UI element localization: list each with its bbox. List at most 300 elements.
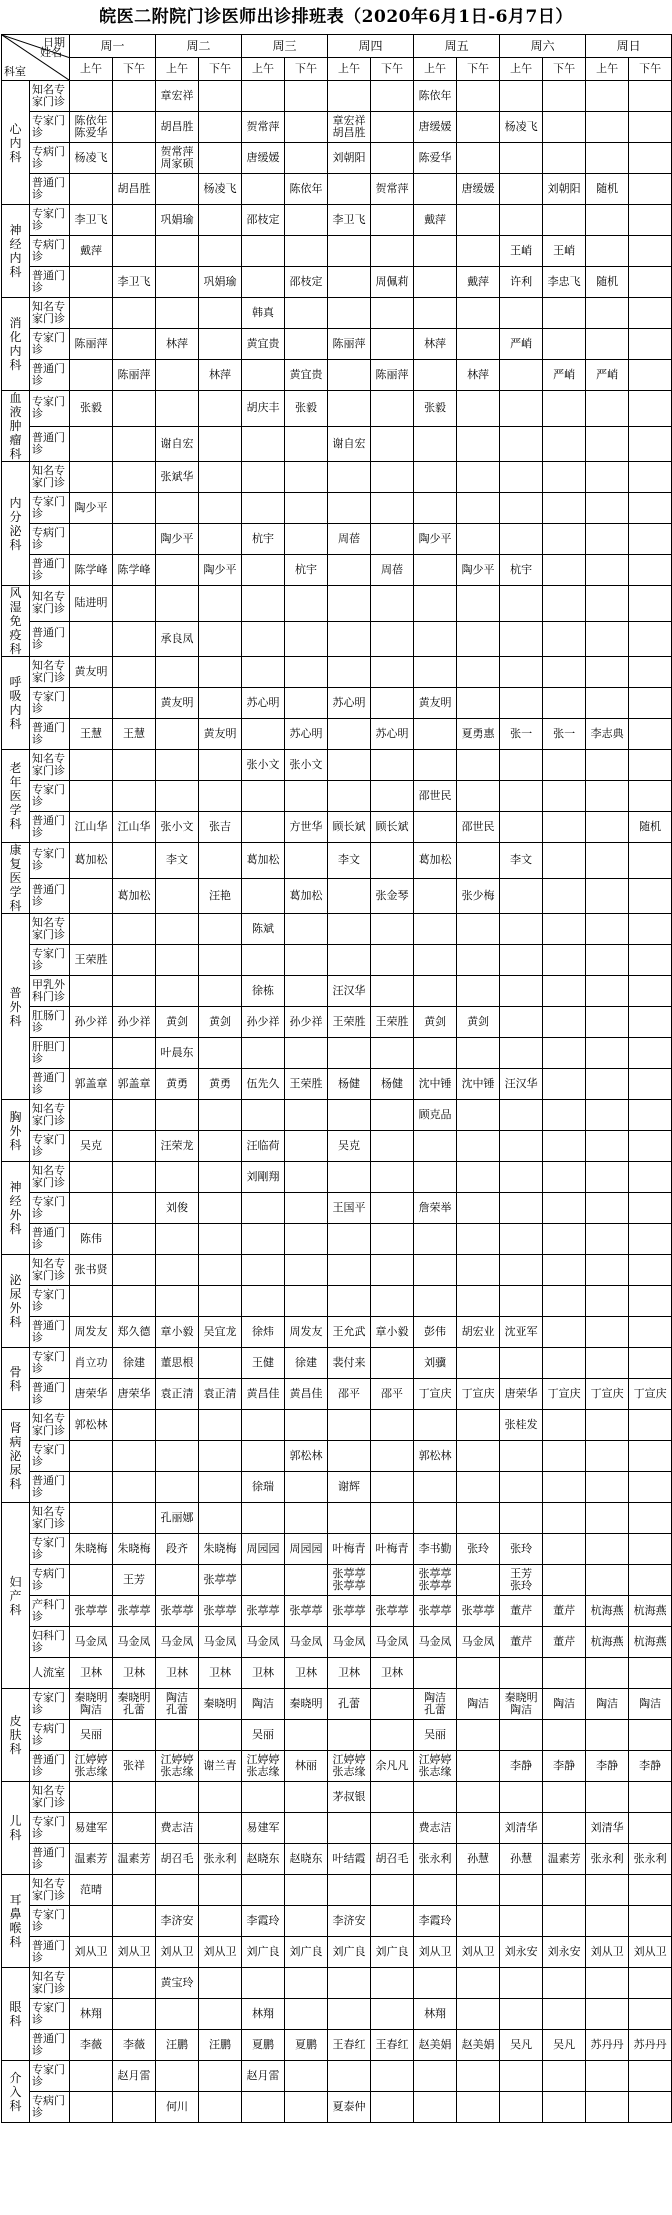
table-row xyxy=(2,1069,672,1100)
doctor-cell: 王荣胜 xyxy=(70,945,113,976)
doctor-cell: 沈中锤 xyxy=(414,1069,457,1100)
department-cell: 介入科 xyxy=(2,2061,30,2123)
doctor-cell xyxy=(586,205,629,236)
am-header: 上午 xyxy=(328,58,371,81)
doctor-cell: 苏心明 xyxy=(242,688,285,719)
doctor-cell: 王芳 张玲 xyxy=(500,1565,543,1596)
doctor-cell: 孙少祥 xyxy=(113,1007,156,1038)
doctor-cell xyxy=(629,914,672,945)
doctor-cell xyxy=(328,1410,371,1441)
table-row xyxy=(2,914,672,945)
doctor-cell xyxy=(629,493,672,524)
doctor-cell xyxy=(285,1999,328,2030)
doctor-cell: 马金凤 xyxy=(457,1627,500,1658)
doctor-cell xyxy=(199,750,242,781)
doctor-cell: 邵枝定 xyxy=(242,205,285,236)
doctor-cell xyxy=(414,719,457,750)
doctor-cell: 王峭 xyxy=(543,236,586,267)
doctor-cell xyxy=(543,493,586,524)
doctor-cell xyxy=(500,1193,543,1224)
doctor-cell xyxy=(500,205,543,236)
doctor-cell xyxy=(543,1317,586,1348)
doctor-cell xyxy=(156,1999,199,2030)
doctor-cell xyxy=(285,586,328,622)
doctor-cell xyxy=(586,1193,629,1224)
doctor-cell xyxy=(199,1503,242,1534)
doctor-cell xyxy=(457,1658,500,1689)
doctor-cell xyxy=(629,174,672,205)
doctor-cell xyxy=(543,1162,586,1193)
department-cell: 皮肤科 xyxy=(2,1689,30,1782)
doctor-cell xyxy=(242,1224,285,1255)
doctor-cell xyxy=(629,1875,672,1906)
doctor-cell: 胡召毛 xyxy=(371,1844,414,1875)
doctor-cell xyxy=(70,2092,113,2123)
doctor-cell: 陈依年 陈爱华 xyxy=(70,112,113,143)
clinic-type-cell: 知名专家门诊 xyxy=(30,1782,70,1813)
doctor-cell xyxy=(629,1286,672,1317)
table-row xyxy=(2,1038,672,1069)
doctor-cell: 周发友 xyxy=(285,1317,328,1348)
clinic-type-cell: 普通门诊 xyxy=(30,174,70,205)
doctor-cell xyxy=(500,174,543,205)
doctor-cell xyxy=(199,205,242,236)
doctor-cell xyxy=(500,621,543,657)
doctor-cell xyxy=(543,1069,586,1100)
doctor-cell: 沈中锤 xyxy=(457,1069,500,1100)
doctor-cell: 吴凡 xyxy=(500,2030,543,2061)
doctor-cell: 江婷婷 张志缘 xyxy=(242,1751,285,1782)
doctor-cell xyxy=(156,267,199,298)
doctor-cell: 张书贤 xyxy=(70,1255,113,1286)
doctor-cell xyxy=(70,1286,113,1317)
doctor-cell: 江山华 xyxy=(113,812,156,843)
doctor-cell xyxy=(414,360,457,391)
doctor-cell xyxy=(414,657,457,688)
department-cell: 老年医学科 xyxy=(2,750,30,843)
doctor-cell xyxy=(199,1472,242,1503)
doctor-cell xyxy=(328,298,371,329)
doctor-cell xyxy=(586,1255,629,1286)
doctor-cell: 章宏祥 xyxy=(156,81,199,112)
doctor-cell xyxy=(457,1348,500,1379)
doctor-cell xyxy=(285,657,328,688)
doctor-cell: 吴丽 xyxy=(242,1720,285,1751)
doctor-cell: 承良凤 xyxy=(156,621,199,657)
doctor-cell xyxy=(156,298,199,329)
doctor-cell xyxy=(500,298,543,329)
doctor-cell: 黄剑 xyxy=(156,1007,199,1038)
doctor-cell: 王允武 xyxy=(328,1317,371,1348)
doctor-cell xyxy=(242,174,285,205)
doctor-cell xyxy=(199,1286,242,1317)
doctor-cell: 刘骥 xyxy=(414,1348,457,1379)
doctor-cell xyxy=(414,462,457,493)
doctor-cell: 刘从卫 xyxy=(629,1937,672,1968)
doctor-cell: 汪艳 xyxy=(199,878,242,914)
doctor-cell xyxy=(543,1100,586,1131)
doctor-cell: 陈爱华 xyxy=(414,143,457,174)
doctor-cell xyxy=(543,298,586,329)
doctor-cell: 卫林 xyxy=(156,1658,199,1689)
doctor-cell xyxy=(285,1565,328,1596)
doctor-cell xyxy=(457,781,500,812)
clinic-type-cell: 普通门诊 xyxy=(30,267,70,298)
doctor-cell xyxy=(500,143,543,174)
doctor-cell xyxy=(543,205,586,236)
doctor-cell: 江婷婷 张志缘 xyxy=(328,1751,371,1782)
doctor-cell xyxy=(457,688,500,719)
doctor-cell: 夏勇惠 xyxy=(457,719,500,750)
doctor-cell: 陶洁 孔蕾 xyxy=(156,1689,199,1720)
doctor-cell xyxy=(328,2061,371,2092)
doctor-cell: 谢自宏 xyxy=(156,426,199,462)
doctor-cell xyxy=(500,781,543,812)
doctor-cell xyxy=(586,1906,629,1937)
doctor-cell: 王国平 xyxy=(328,1193,371,1224)
doctor-cell xyxy=(371,1286,414,1317)
doctor-cell: 王荣胜 xyxy=(328,1007,371,1038)
doctor-cell xyxy=(457,391,500,427)
doctor-cell xyxy=(199,657,242,688)
doctor-cell xyxy=(543,1007,586,1038)
doctor-cell xyxy=(371,750,414,781)
table-row xyxy=(2,812,672,843)
department-cell: 泌尿外科 xyxy=(2,1255,30,1348)
doctor-cell: 杭宇 xyxy=(285,555,328,586)
doctor-cell: 江山华 xyxy=(70,812,113,843)
doctor-cell: 刘广良 xyxy=(371,1937,414,1968)
table-row xyxy=(2,1937,672,1968)
doctor-cell xyxy=(457,1813,500,1844)
doctor-cell: 卫林 xyxy=(285,1658,328,1689)
doctor-cell xyxy=(586,1658,629,1689)
doctor-cell xyxy=(457,1410,500,1441)
doctor-cell xyxy=(199,1131,242,1162)
doctor-cell xyxy=(457,143,500,174)
clinic-type-cell: 人流室 xyxy=(30,1658,70,1689)
doctor-cell xyxy=(156,1441,199,1472)
table-row xyxy=(2,1162,672,1193)
doctor-cell xyxy=(414,1472,457,1503)
doctor-cell xyxy=(414,555,457,586)
doctor-cell: 马金凤 xyxy=(414,1627,457,1658)
doctor-cell xyxy=(156,1875,199,1906)
doctor-cell xyxy=(113,391,156,427)
doctor-cell xyxy=(328,1441,371,1472)
doctor-cell: 戴萍 xyxy=(457,267,500,298)
doctor-cell xyxy=(586,298,629,329)
doctor-cell: 黄友明 xyxy=(199,719,242,750)
doctor-cell xyxy=(242,2092,285,2123)
doctor-cell xyxy=(457,298,500,329)
doctor-cell xyxy=(242,555,285,586)
doctor-cell: 葛加松 xyxy=(285,878,328,914)
clinic-type-cell: 普通门诊 xyxy=(30,878,70,914)
clinic-type-cell: 专病门诊 xyxy=(30,236,70,267)
doctor-cell xyxy=(500,914,543,945)
doctor-cell xyxy=(586,143,629,174)
doctor-cell: 顾克品 xyxy=(414,1100,457,1131)
doctor-cell xyxy=(629,1503,672,1534)
doctor-cell: 张少梅 xyxy=(457,878,500,914)
doctor-cell: 詹荣举 xyxy=(414,1193,457,1224)
doctor-cell xyxy=(543,750,586,781)
clinic-type-cell: 专病门诊 xyxy=(30,2092,70,2123)
table-row xyxy=(2,1441,672,1472)
doctor-cell: 张葶葶 xyxy=(156,1596,199,1627)
doctor-cell xyxy=(285,1224,328,1255)
doctor-cell: 杭海燕 xyxy=(586,1627,629,1658)
doctor-cell: 唐缓媛 xyxy=(242,143,285,174)
doctor-cell: 朱晓梅 xyxy=(70,1534,113,1565)
doctor-cell xyxy=(156,1720,199,1751)
doctor-cell xyxy=(457,2061,500,2092)
am-header: 上午 xyxy=(500,58,543,81)
doctor-cell xyxy=(371,329,414,360)
doctor-cell: 李薇 xyxy=(113,2030,156,2061)
doctor-cell xyxy=(285,2061,328,2092)
doctor-cell xyxy=(156,391,199,427)
doctor-cell: 张玲 xyxy=(457,1534,500,1565)
doctor-cell: 苏心明 xyxy=(285,719,328,750)
clinic-type-cell: 知名专家门诊 xyxy=(30,298,70,329)
doctor-cell: 黄剑 xyxy=(199,1007,242,1038)
doctor-cell xyxy=(371,1131,414,1162)
doctor-cell xyxy=(156,719,199,750)
doctor-cell: 张葶葶 xyxy=(371,1596,414,1627)
doctor-cell xyxy=(457,1193,500,1224)
clinic-type-cell: 知名专家门诊 xyxy=(30,914,70,945)
doctor-cell xyxy=(113,524,156,555)
doctor-cell xyxy=(543,2092,586,2123)
doctor-cell: 马金凤 xyxy=(285,1627,328,1658)
day-header-mon: 周一 xyxy=(70,35,156,58)
doctor-cell: 唐荣华 xyxy=(70,1379,113,1410)
clinic-type-cell: 专家门诊 xyxy=(30,945,70,976)
doctor-cell xyxy=(543,1193,586,1224)
doctor-cell xyxy=(285,1193,328,1224)
doctor-cell: 易建军 xyxy=(70,1813,113,1844)
clinic-type-cell: 专家门诊 xyxy=(30,2061,70,2092)
doctor-cell xyxy=(70,1100,113,1131)
doctor-cell xyxy=(414,1162,457,1193)
doctor-cell: 方世华 xyxy=(285,812,328,843)
doctor-cell xyxy=(414,914,457,945)
doctor-cell xyxy=(156,1565,199,1596)
doctor-cell: 孙慧 xyxy=(457,1844,500,1875)
doctor-cell: 李静 xyxy=(543,1751,586,1782)
doctor-cell: 张金琴 xyxy=(371,878,414,914)
doctor-cell xyxy=(629,1565,672,1596)
doctor-cell xyxy=(285,843,328,879)
doctor-cell xyxy=(242,621,285,657)
doctor-cell xyxy=(70,1782,113,1813)
doctor-cell: 苏丹丹 xyxy=(629,2030,672,2061)
table-row xyxy=(2,524,672,555)
doctor-cell xyxy=(500,493,543,524)
doctor-cell xyxy=(414,2092,457,2123)
doctor-cell: 刘清华 xyxy=(500,1813,543,1844)
doctor-cell xyxy=(457,750,500,781)
doctor-cell: 卫林 xyxy=(242,1658,285,1689)
doctor-cell: 张葶葶 xyxy=(242,1596,285,1627)
doctor-cell xyxy=(199,2092,242,2123)
doctor-cell: 张葶葶 xyxy=(457,1596,500,1627)
doctor-cell: 赵美娟 xyxy=(414,2030,457,2061)
doctor-cell xyxy=(113,976,156,1007)
doctor-cell xyxy=(414,750,457,781)
doctor-cell xyxy=(242,719,285,750)
doctor-cell xyxy=(199,298,242,329)
table-row xyxy=(2,1844,672,1875)
doctor-cell: 袁正清 xyxy=(199,1379,242,1410)
doctor-cell: 陈丽萍 xyxy=(113,360,156,391)
doctor-cell: 贺常萍 xyxy=(371,174,414,205)
doctor-cell xyxy=(629,1968,672,1999)
table-row xyxy=(2,1503,672,1534)
doctor-cell xyxy=(113,2092,156,2123)
doctor-cell: 胡宏业 xyxy=(457,1317,500,1348)
doctor-cell xyxy=(500,688,543,719)
doctor-cell: 卫林 xyxy=(70,1658,113,1689)
doctor-cell xyxy=(199,112,242,143)
doctor-cell xyxy=(371,298,414,329)
doctor-cell: 徐瑞 xyxy=(242,1472,285,1503)
doctor-cell: 夏鹏 xyxy=(285,2030,328,2061)
doctor-cell xyxy=(328,586,371,622)
doctor-cell xyxy=(629,1162,672,1193)
doctor-cell xyxy=(629,878,672,914)
clinic-type-cell: 专家门诊 xyxy=(30,1999,70,2030)
doctor-cell xyxy=(328,267,371,298)
doctor-cell xyxy=(586,2061,629,2092)
doctor-cell xyxy=(70,267,113,298)
doctor-cell xyxy=(371,1720,414,1751)
table-row xyxy=(2,391,672,427)
doctor-cell xyxy=(199,493,242,524)
doctor-cell xyxy=(285,1813,328,1844)
doctor-cell: 谢自宏 xyxy=(328,426,371,462)
doctor-cell xyxy=(199,236,242,267)
doctor-cell xyxy=(328,1968,371,1999)
doctor-cell xyxy=(500,1658,543,1689)
clinic-type-cell: 专病门诊 xyxy=(30,143,70,174)
doctor-cell: 张毅 xyxy=(70,391,113,427)
doctor-cell: 张一 xyxy=(500,719,543,750)
doctor-cell xyxy=(113,1224,156,1255)
doctor-cell xyxy=(113,426,156,462)
doctor-cell xyxy=(285,205,328,236)
doctor-cell xyxy=(457,1131,500,1162)
doctor-cell xyxy=(199,81,242,112)
department-cell: 儿科 xyxy=(2,1782,30,1875)
doctor-cell xyxy=(328,914,371,945)
doctor-cell xyxy=(285,1720,328,1751)
doctor-cell xyxy=(500,2061,543,2092)
doctor-cell xyxy=(113,462,156,493)
doctor-cell xyxy=(328,781,371,812)
doctor-cell: 郭盖章 xyxy=(70,1069,113,1100)
doctor-cell xyxy=(113,1999,156,2030)
doctor-cell xyxy=(242,360,285,391)
doctor-cell xyxy=(113,236,156,267)
doctor-cell xyxy=(586,1875,629,1906)
doctor-cell xyxy=(457,657,500,688)
doctor-cell: 孙少祥 xyxy=(70,1007,113,1038)
clinic-type-cell: 普通门诊 xyxy=(30,555,70,586)
doctor-cell xyxy=(543,657,586,688)
doctor-cell: 黄宜贵 xyxy=(285,360,328,391)
doctor-cell xyxy=(414,1410,457,1441)
doctor-cell xyxy=(371,1999,414,2030)
table-row xyxy=(2,1100,672,1131)
table-row xyxy=(2,360,672,391)
doctor-cell xyxy=(285,1286,328,1317)
doctor-cell: 李静 xyxy=(500,1751,543,1782)
table-row xyxy=(2,1565,672,1596)
doctor-cell xyxy=(70,878,113,914)
doctor-cell xyxy=(70,462,113,493)
doctor-cell xyxy=(242,781,285,812)
clinic-type-cell: 知名专家门诊 xyxy=(30,1255,70,1286)
doctor-cell: 唐荣华 xyxy=(113,1379,156,1410)
doctor-cell: 刘从卫 xyxy=(457,1937,500,1968)
day-header-sat: 周六 xyxy=(500,35,586,58)
doctor-cell xyxy=(285,1131,328,1162)
doctor-cell: 叶梅青 xyxy=(328,1534,371,1565)
doctor-cell xyxy=(113,493,156,524)
doctor-cell: 戴萍 xyxy=(414,205,457,236)
doctor-cell xyxy=(586,1038,629,1069)
doctor-cell xyxy=(371,524,414,555)
doctor-cell: 徐炜 xyxy=(242,1317,285,1348)
doctor-cell: 费志洁 xyxy=(156,1813,199,1844)
doctor-cell xyxy=(414,426,457,462)
doctor-cell xyxy=(328,878,371,914)
doctor-cell xyxy=(328,1286,371,1317)
doctor-cell: 王慧 xyxy=(113,719,156,750)
clinic-type-cell: 专家门诊 xyxy=(30,688,70,719)
doctor-cell xyxy=(500,812,543,843)
doctor-cell xyxy=(371,143,414,174)
clinic-type-cell: 普通门诊 xyxy=(30,719,70,750)
doctor-cell xyxy=(586,426,629,462)
doctor-cell: 张斌华 xyxy=(156,462,199,493)
doctor-cell: 张葶葶 xyxy=(285,1596,328,1627)
doctor-cell xyxy=(156,750,199,781)
doctor-cell: 张葶葶 xyxy=(414,1596,457,1627)
doctor-cell xyxy=(500,462,543,493)
doctor-cell xyxy=(70,914,113,945)
doctor-cell xyxy=(457,1720,500,1751)
doctor-cell xyxy=(156,945,199,976)
doctor-cell xyxy=(629,1999,672,2030)
doctor-cell xyxy=(70,298,113,329)
doctor-cell: 徐建 xyxy=(285,1348,328,1379)
department-cell: 肾病泌尿科 xyxy=(2,1410,30,1503)
doctor-cell: 李济安 xyxy=(156,1906,199,1937)
doctor-cell xyxy=(328,1100,371,1131)
doctor-cell xyxy=(70,1162,113,1193)
doctor-cell xyxy=(285,976,328,1007)
table-row xyxy=(2,2092,672,2123)
doctor-cell xyxy=(543,914,586,945)
pm-header: 下午 xyxy=(285,58,328,81)
doctor-cell: 韩真 xyxy=(242,298,285,329)
clinic-type-cell: 专家门诊 xyxy=(30,1534,70,1565)
doctor-cell xyxy=(500,1720,543,1751)
